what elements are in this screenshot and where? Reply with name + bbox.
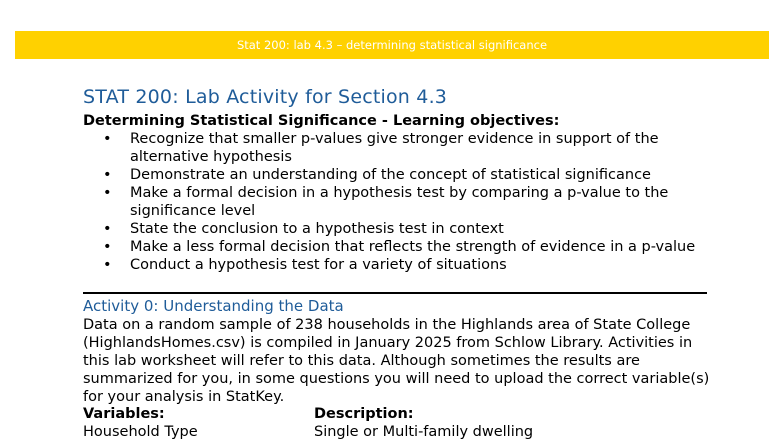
activity-heading: Activity 0: Understanding the Data — [83, 297, 344, 315]
objective-item: • Conduct a hypothesis test for a variety of situations — [83, 256, 723, 274]
objective-item: • State the conclusion to a hypothesis test in context — [83, 220, 723, 238]
variable-description: Single or Multi-family dwelling — [314, 424, 534, 440]
variables-header-row — [83, 405, 723, 423]
objective-item: • Make a less formal decision that reflects the strength of evidence in a p-value — [83, 238, 723, 256]
activity-description: Data on a random sample of 238 households in the Highlands area of State College (HighlandsHomes.csv) is compiled in January 2025 from Schlow Library. Activities in this lab worksheet will refer to this data. Although sometimes the results are summarized for you, in some questions you will need to upload the correct variable(s) for your analysis in StatKey. — [83, 317, 710, 405]
objective-item: • Make a formal decision in a hypothesis test by comparing a p-value to the significance level — [83, 184, 723, 220]
objectives-heading: Determining Statistical Significance - Learning objectives: — [83, 113, 560, 129]
description-column-header: Description: — [314, 406, 414, 422]
header-banner — [15, 31, 769, 59]
variable-name: Household Type — [83, 424, 198, 440]
table-row — [83, 423, 723, 441]
variables-table — [83, 405, 723, 441]
objective-item: • Demonstrate an understanding of the concept of statistical significance — [83, 166, 723, 184]
section-divider — [83, 292, 707, 294]
variables-column-header: Variables: — [83, 406, 165, 422]
banner-text: Stat 200: lab 4.3 – determining statistical significance — [236, 38, 548, 52]
objective-item: • Recognize that smaller p-values give stronger evidence in support of the alternative hypothesis — [83, 130, 723, 166]
page-title: STAT 200: Lab Activity for Section 4.3 — [83, 86, 448, 108]
objectives-list — [83, 130, 723, 274]
